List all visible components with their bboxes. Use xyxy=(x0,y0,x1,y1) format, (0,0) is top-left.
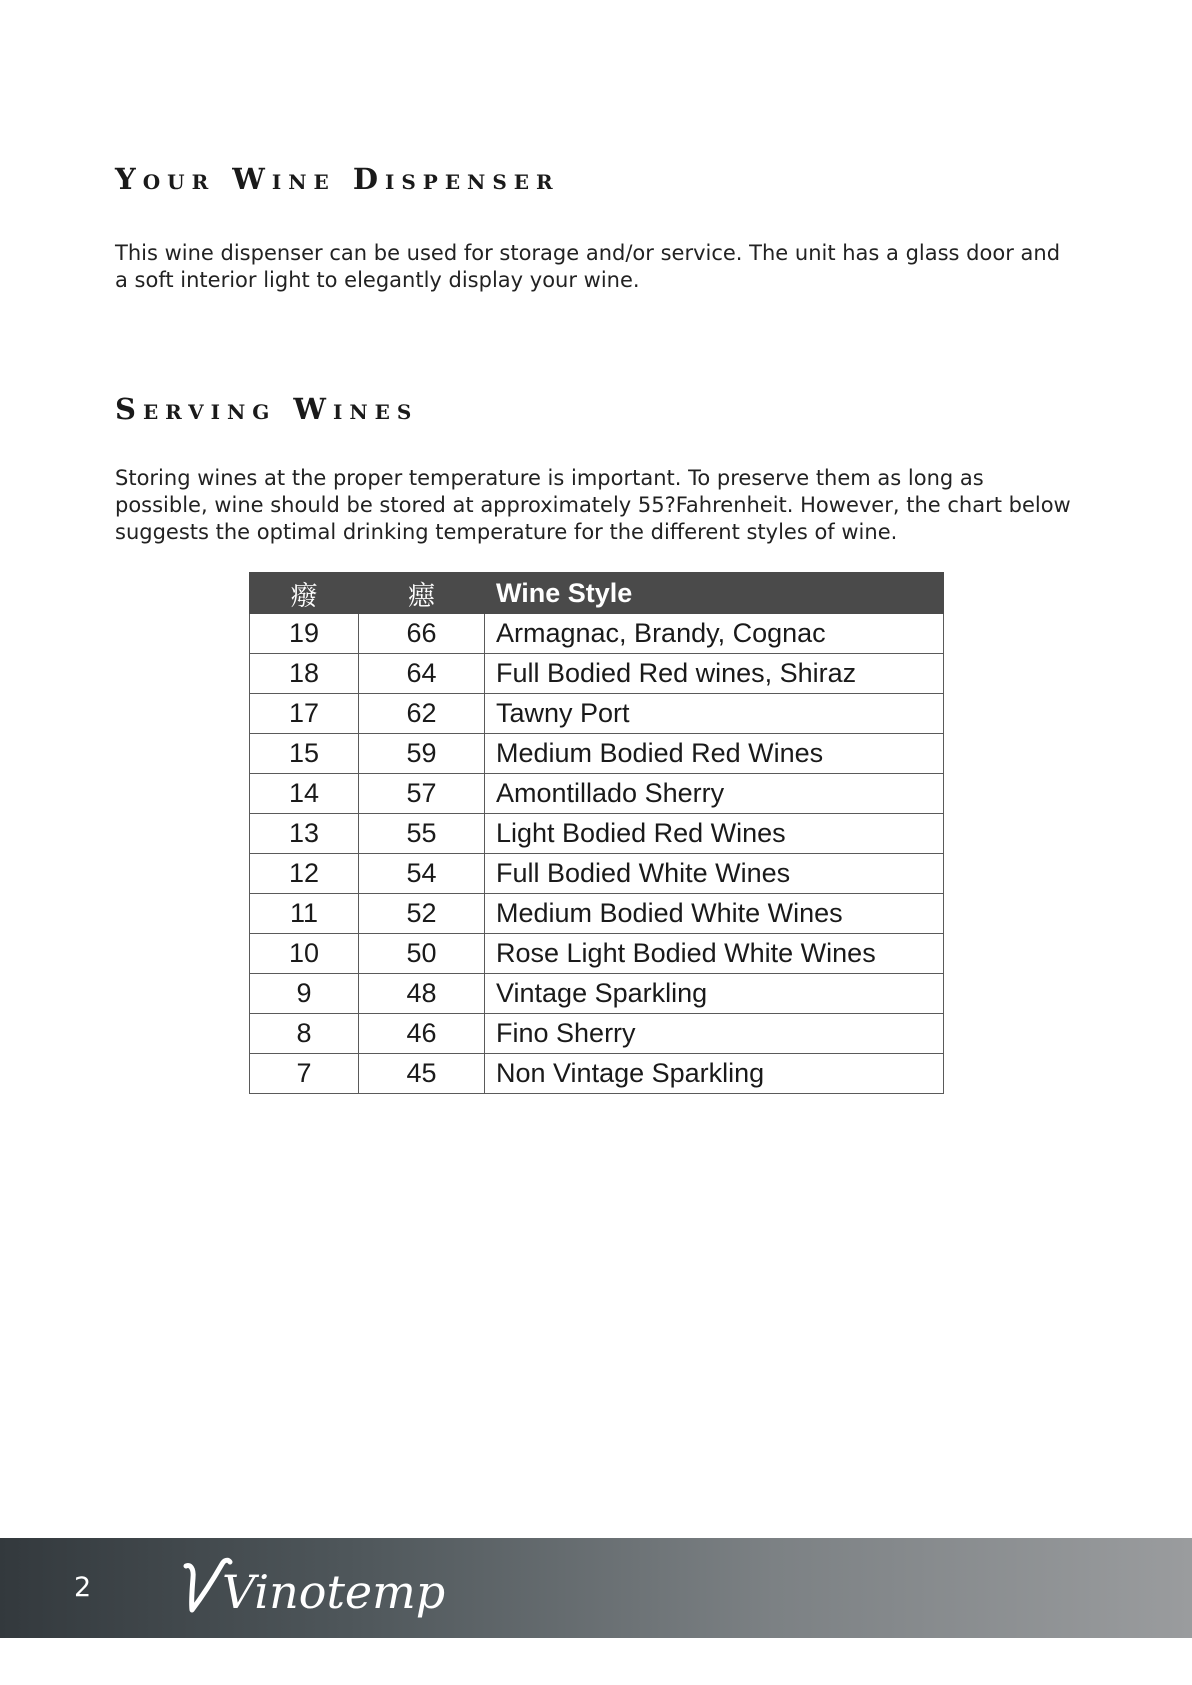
table-row xyxy=(250,974,944,1014)
wine-style-cell: Amontillado Sherry xyxy=(485,774,944,814)
celsius-cell: 10 xyxy=(250,934,359,974)
celsius-cell: 18 xyxy=(250,654,359,694)
celsius-cell: 12 xyxy=(250,854,359,894)
fahrenheit-cell: 57 xyxy=(359,774,485,814)
celsius-cell: 7 xyxy=(250,1054,359,1094)
wine-style-cell: Full Bodied White Wines xyxy=(485,854,944,894)
wine-style-cell: Rose Light Bodied White Wines xyxy=(485,934,944,974)
page-number: 2 xyxy=(74,1572,92,1603)
wine-style-cell: Armagnac, Brandy, Cognac xyxy=(485,614,944,654)
table-row xyxy=(250,694,944,734)
table-row xyxy=(250,894,944,934)
wine-style-cell: Vintage Sparkling xyxy=(485,974,944,1014)
header-celsius: 癈 xyxy=(250,573,359,614)
table-row xyxy=(250,614,944,654)
wine-style-cell: Medium Bodied Red Wines xyxy=(485,734,944,774)
celsius-cell: 14 xyxy=(250,774,359,814)
table-row xyxy=(250,734,944,774)
vinotemp-logo xyxy=(178,1544,446,1634)
celsius-cell: 15 xyxy=(250,734,359,774)
table-row xyxy=(250,814,944,854)
wine-style-cell: Full Bodied Red wines, Shiraz xyxy=(485,654,944,694)
fahrenheit-cell: 66 xyxy=(359,614,485,654)
section-title-your-wine-dispenser: Your Wine Dispenser xyxy=(115,162,560,196)
table-row xyxy=(250,854,944,894)
fahrenheit-cell: 50 xyxy=(359,934,485,974)
table-header-row xyxy=(250,573,944,614)
fahrenheit-cell: 45 xyxy=(359,1054,485,1094)
table-row xyxy=(250,654,944,694)
celsius-cell: 13 xyxy=(250,814,359,854)
celsius-cell: 8 xyxy=(250,1014,359,1054)
header-wine-style: Wine Style xyxy=(485,573,944,614)
fahrenheit-cell: 59 xyxy=(359,734,485,774)
celsius-cell: 19 xyxy=(250,614,359,654)
table-row xyxy=(250,774,944,814)
celsius-cell: 17 xyxy=(250,694,359,734)
wine-temperature-table xyxy=(249,572,944,1094)
wine-style-cell: Non Vintage Sparkling xyxy=(485,1054,944,1094)
celsius-cell: 11 xyxy=(250,894,359,934)
fahrenheit-cell: 55 xyxy=(359,814,485,854)
section-title-serving-wines: Serving Wines xyxy=(115,392,419,426)
serving-description: Storing wines at the proper temperature is important. To preserve them as long as possible, wine should be stored at approximately 55?Fahrenheit. However, the chart below suggests the optimal drinking temperature for the different styles of wine. xyxy=(115,466,1071,544)
fahrenheit-cell: 48 xyxy=(359,974,485,1014)
table-row xyxy=(250,1014,944,1054)
wine-style-cell: Fino Sherry xyxy=(485,1014,944,1054)
logo-wordmark: Vinotemp xyxy=(222,1565,446,1619)
wine-style-cell: Medium Bodied White Wines xyxy=(485,894,944,934)
fahrenheit-cell: 62 xyxy=(359,694,485,734)
header-fahrenheit: 癋 xyxy=(359,573,485,614)
dispenser-description: This wine dispenser can be used for storage and/or service. The unit has a glass door and a soft interior light to elegantly display your wine. xyxy=(115,241,1061,292)
fahrenheit-cell: 64 xyxy=(359,654,485,694)
celsius-cell: 9 xyxy=(250,974,359,1014)
wine-style-cell: Tawny Port xyxy=(485,694,944,734)
table-row xyxy=(250,1054,944,1094)
wine-style-cell: Light Bodied Red Wines xyxy=(485,814,944,854)
fahrenheit-cell: 52 xyxy=(359,894,485,934)
footer-bar xyxy=(0,1538,1192,1638)
table-row xyxy=(250,934,944,974)
fahrenheit-cell: 54 xyxy=(359,854,485,894)
fahrenheit-cell: 46 xyxy=(359,1014,485,1054)
